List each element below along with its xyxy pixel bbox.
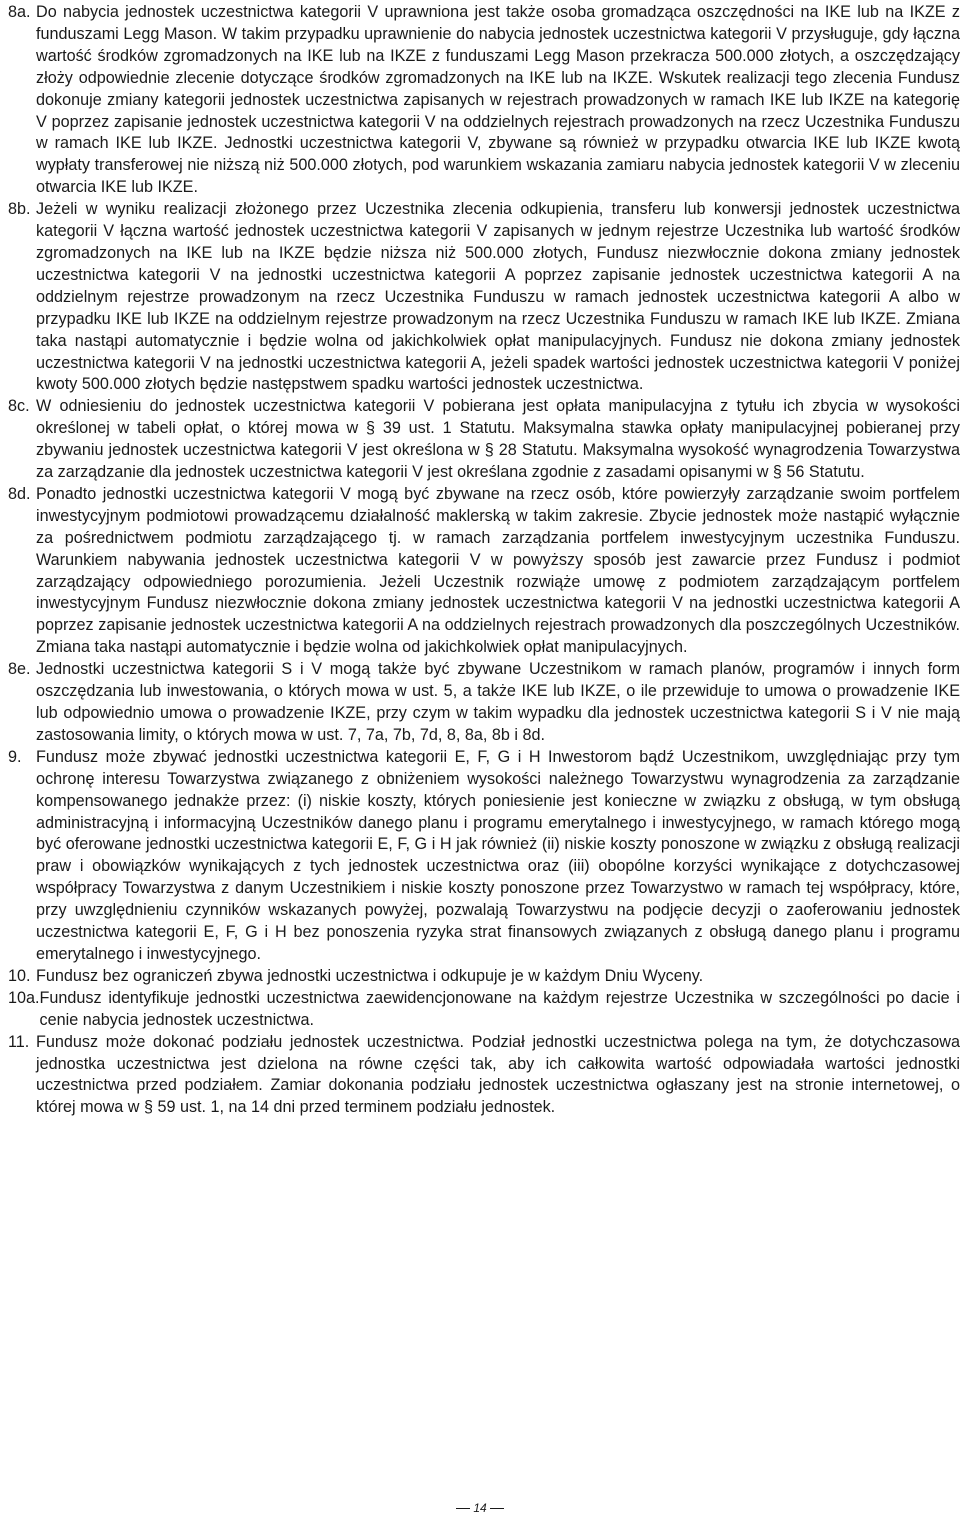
page-number: 14: [473, 1501, 487, 1515]
paragraph-text: Fundusz może dokonać podziału jednostek uczestnictwa. Podział jednostki uczestnictwa polega na tym, że dotychczasowa jednostka uczestnictwa jest dzielona na równe części tak, aby ich całkowita wartość odpowiadała wartości jednostki uczestnictwa przed podziałem. Zamiar dokonania podziału jednostek uczestnictwa ogłaszany jest na stronie internetowej, o której mowa w § 59 ust. 1, na 14 dni przed terminem podziału jednostek.: [36, 1032, 960, 1117]
paragraph-number: 8a.: [8, 3, 31, 21]
paragraph-number: 8e.: [8, 660, 31, 679]
paragraph-text: Fundusz identyfikuje jednostki uczestnictwa zaewidencjonowane na każdym rejestrze Uczestnika w szczególności po dacie i cenie nabycia jednostek uczestnictwa.: [39, 988, 960, 1029]
paragraph-number: 9.: [8, 747, 22, 766]
paragraph-text: Jeżeli w wyniku realizacji złożonego przez Uczestnika zlecenia odkupienia, transferu lub konwersji jednostek uczestnictwa kategorii V łączna wartość jednostek uczestnictwa kategorii V zapisanych w jednym rejestrze Uczestnika lub wartość środków zgromadzonych na IKE lub na IKZE będzie niższa niż 500.000 złotych, Fundusz niezwłocznie dokona zmiany jednostek uczestnictwa kategorii V na jednostki uczestnictwa kategorii A poprzez zapisanie jednostek uczestnictwa kategorii A na oddzielnym rejestrze prowadzonym na rzecz Uczestnika Funduszu w ramach jednostek uczestnictwa kategorii A albo w przypadku IKE lub IKZE na oddzielnym rejestrze prowadzonym na rzecz Uczestnika Funduszu w ramach IKE lub IKZE. Zmiana taka nastąpi automatycznie i będzie wolna od jakichkolwiek opłat manipulacyjnych. Fundusz nie dokona zmiany jednostek uczestnictwa kategorii V na jednostki uczestnictwa kategorii A, jeżeli spadek wartości jednostek uczestnictwa kategorii V poniżej kwoty 500.000 złotych będzie następstwem spadku wartości jednostek uczestnictwa.: [36, 200, 960, 394]
paragraph-8b: [8, 199, 960, 396]
paragraph-text: Do nabycia jednostek uczestnictwa kategorii V uprawniona jest także osoba gromadząca oszczędności na IKE lub na IKZE z funduszami Legg Mason. W takim przypadku uprawnienie do nabycia jednostek uczestnictwa kategorii V przysługuje, gdy łączna wartość środków zgromadzonych na IKE lub na IKZE z funduszami Legg Mason przekracza 500.000 złotych, a oszczędzający złoży odpowiednie zlecenie dotyczące środków zgromadzonych na IKE lub na IKZE. Wskutek realizacji tego zlecenia Fundusz dokonuje zmiany kategorii jednostek uczestnictwa zapisanych w rejestrach prowadzonych w ramach IKE lub IKZE na kategorię V poprzez zapisanie jednostek uczestnictwa kategorii V na oddzielnych rejestrach prowadzonych na rzecz Uczestnika Funduszu w ramach IKE lub IKZE. Jednostki uczestnictwa kategorii V, zbywane są również w przypadku otwarcia IKE lub IKZE kwotą wypłaty transferowej nie niższą niż 500.000 złotych, pod warunkiem wskazania zamiaru nabycia jednostek kategorii V w zleceniu otwarcia IKE lub IKZE.: [36, 3, 960, 197]
paragraph-8e: [8, 659, 960, 747]
paragraph-11: [8, 1032, 960, 1120]
paragraph-text: Fundusz bez ograniczeń zbywa jednostki uczestnictwa i odkupuje je w każdym Dniu Wyceny.: [36, 966, 704, 985]
paragraph-number: 10a.: [8, 988, 40, 1007]
footer-dash-left: [456, 1508, 470, 1509]
paragraph-number: 10.: [8, 966, 31, 985]
paragraph-8c: [8, 396, 960, 484]
paragraph-number: 8c.: [8, 397, 30, 416]
paragraph-text: W odniesieniu do jednostek uczestnictwa kategorii V pobierana jest opłata manipulacyjna z tytułu ich zbycia w wysokości określonej w tabeli opłat, o której mowa w § 39 ust. 1 Statutu. Maksymalna stawka opłaty manipulacyjnej pobieranej przy zbywaniu jednostek uczestnictwa kategorii V jest określona w § 28 Statutu. Maksymalna wysokość wynagrodzenia Towarzystwa za zarządzanie dla jednostek uczestnictwa kategorii V jest określana zgodnie z zasadami opisanymi w § 56 Statutu.: [36, 397, 960, 482]
page-footer: [0, 1500, 960, 1516]
footer-dash-right: [490, 1508, 504, 1509]
paragraph-10: [8, 966, 960, 988]
paragraph-8a: [8, 2, 960, 199]
paragraph-text: Ponadto jednostki uczestnictwa kategorii V mogą być zbywane na rzecz osób, które powierzyły zarządzanie swoim portfelem inwestycyjnym podmiotowi prowadzącemu działalność maklerską w takim zakresie. Zbycie jednostek może nastąpić wyłącznie za pośrednictwem podmiotu zarządzającego tj. w ramach zarządzania portfelem inwestycyjnym uczestnika Funduszu. Warunkiem nabywania jednostek uczestnictwa kategorii V w powyższy sposób jest zawarcie przez Fundusz i podmiot zarządzający odpowiedniego porozumienia. Jeżeli Uczestnik rozwiąże umowę z podmiotem zarządzającym portfelem inwestycyjnym Fundusz niezwłocznie dokona zmiany jednostek uczestnictwa kategorii V na jednostki uczestnictwa kategorii A poprzez zapisanie jednostek uczestnictwa kategorii A na oddzielnych rejestrach prowadzonych dla poszczególnych Uczestników. Zmiana taka nastąpi automatycznie i będzie wolna od jakichkolwiek opłat manipulacyjnych.: [36, 484, 960, 657]
paragraph-number: 11.: [8, 1032, 30, 1051]
paragraph-number: 8d.: [8, 484, 31, 503]
document-body: [8, 2, 960, 1119]
paragraph-text: Fundusz może zbywać jednostki uczestnictwa kategorii E, F, G i H Inwestorom bądź Uczestnikom, uwzględniając przy tym ochronę interesu Towarzystwa związanego z obniżeniem wysokości należnego Towarzystwu wynagrodzenia za zarządzanie kompensowanego jednakże przez: (i) niskie koszty, których poniesienie jest konieczne w związku z obsługą, w tym obsługą administracyjną i informacyjną Uczestników danego planu i programu emerytalnego i inwestycyjnego, w ramach którego mogą być oferowane jednostki uczestnictwa kategorii E, F, G i H jak również (ii) niskie koszty ponoszone w związku z obsługą realizacji praw i obowiązków wynikających z tych jednostek uczestnictwa oraz (iii) obopólne korzyści wynikające z dotychczasowej współpracy Towarzystwa z danym Uczestnikiem i niskie koszty ponoszone przez Towarzystwo w ramach tej współpracy, które, przy uwzględnieniu czynników wskazanych powyżej, pozwalają Towarzystwu na podjęcie decyzji o zaoferowaniu jednostek uczestnictwa kategorii E, F, G i H bez ponoszenia ryzyka strat finansowych związanych z obsługą danego planu i programu emerytalnego i inwestycyjnego.: [36, 747, 960, 963]
paragraph-9: [8, 747, 960, 966]
paragraph-8d: [8, 484, 960, 659]
paragraph-text: Jednostki uczestnictwa kategorii S i V mogą także być zbywane Uczestnikom w ramach planów, programów i innych form oszczędzania lub inwestowania, o których mowa w ust. 5, a także IKE lub IKZE, o ile przewiduje to umowa o prowadzenie IKE lub odpowiednio umowa o prowadzenie IKZE, przy czym w takim wypadku dla jednostek uczestnictwa kategorii S i V nie mają zastosowania limity, o których mowa w ust. 7, 7a, 7b, 7d, 8, 8a, 8b i 8d.: [36, 660, 960, 744]
paragraph-10a: [8, 988, 960, 1032]
paragraph-number: 8b.: [8, 200, 31, 219]
